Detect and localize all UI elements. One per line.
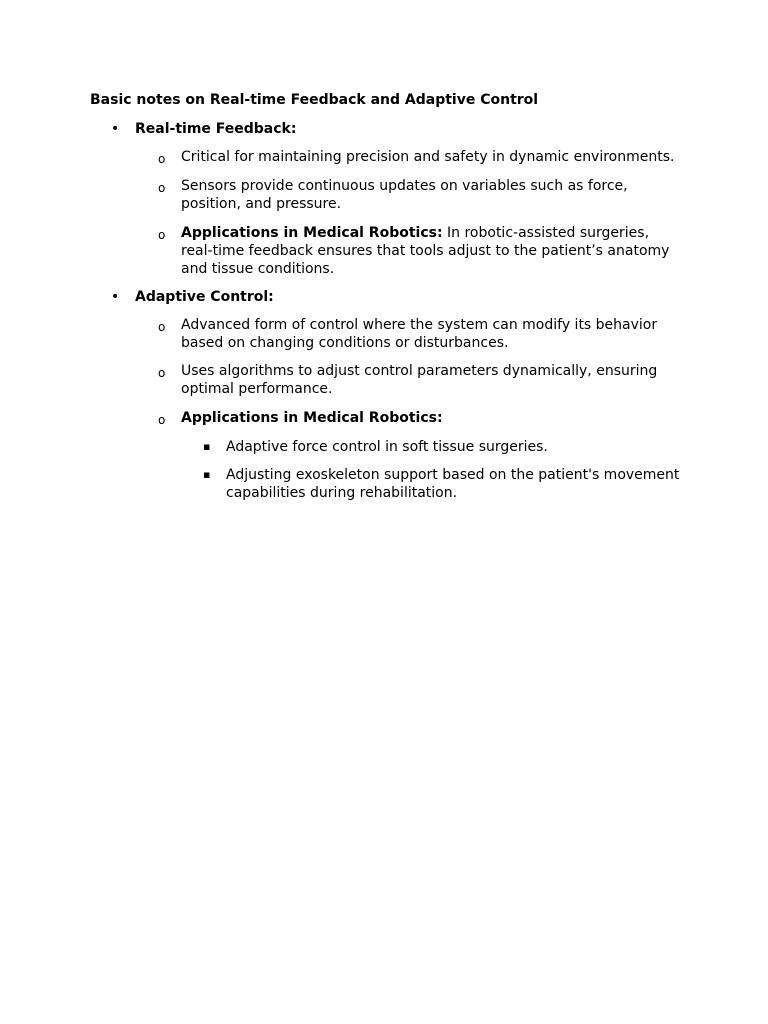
applications-text: In robotic-assisted surgeries, real-time feedback ensures that tools adjust to the patient’s anatomy and tissue conditions. [181,225,670,277]
section-bullet: • [111,289,120,305]
section-bullet: • [111,121,120,137]
subitem-adaptive-force: Adaptive force control in soft tissue surgeries. [226,439,548,455]
subitem-bullet: ▪ [203,468,211,481]
item-bullet: o [158,181,166,195]
document-title: Basic notes on Real-time Feedback and Adaptive Control [90,92,539,108]
item-bullet: o [158,320,166,334]
list-item-applications-feedback [181,224,681,278]
applications-label: Applications in Medical Robotics: [181,225,443,241]
applications-label: Applications in Medical Robotics: [181,410,443,426]
item-bullet: o [158,152,166,166]
section-heading-realtime-feedback: Real-time Feedback: [135,121,297,137]
list-item-sensors: Sensors provide continuous updates on variables such as force, position, and pressure. [181,178,628,212]
subitem-exoskeleton: Adjusting exoskeleton support based on the patient's movement capabilities during rehabilitation. [226,467,680,501]
item-bullet: o [158,366,166,380]
list-item-advanced-form: Advanced form of control where the system can modify its behavior based on changing conditions or disturbances. [181,317,658,351]
item-bullet: o [158,228,166,242]
section-heading-adaptive-control: Adaptive Control: [135,289,274,305]
list-item-algorithms: Uses algorithms to adjust control parameters dynamically, ensuring optimal performance. [181,363,658,397]
item-bullet: o [158,413,166,427]
list-item-critical: Critical for maintaining precision and safety in dynamic environments. [181,149,675,165]
list-item-applications-adaptive [181,409,681,427]
subitem-bullet: ▪ [203,440,211,453]
